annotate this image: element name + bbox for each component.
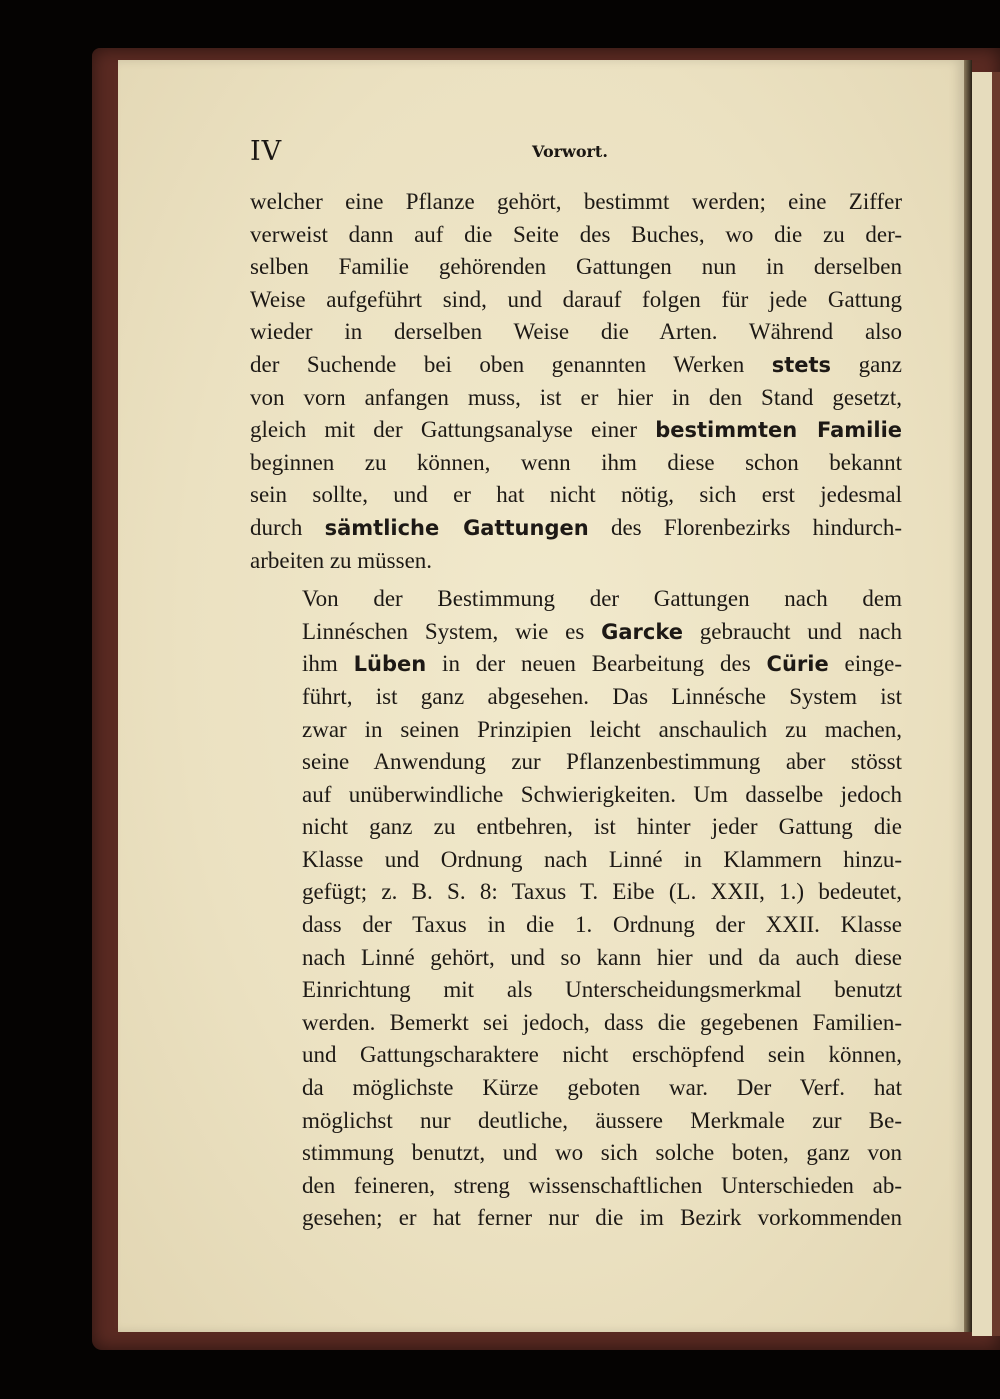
text-line: verweist dann auf die Seite des Buches, wo die zu der- bbox=[250, 221, 902, 247]
emphasis: Lüben bbox=[353, 652, 427, 677]
text-line: Einrichtung mit als Unterscheidungsmerkmal benutzt bbox=[302, 977, 902, 1003]
text-line: wieder in derselben Weise die Arten. Während also bbox=[250, 319, 902, 345]
running-head: Vorwort. bbox=[532, 142, 608, 161]
text-line: beginnen zu können, wenn ihm diese schon bekannt bbox=[250, 449, 902, 475]
text-line: von vorn anfangen muss, ist er hier in den Stand gesetzt, bbox=[250, 384, 902, 410]
text-line: Klasse und Ordnung nach Linné in Klammern hinzu- bbox=[302, 846, 902, 872]
text-line: auf unüberwindliche Schwierigkeiten. Um dasselbe jedoch bbox=[302, 781, 902, 807]
text-line: möglichst nur deutliche, äussere Merkmale zur Be- bbox=[302, 1107, 902, 1133]
paragraph-1 bbox=[250, 186, 902, 577]
emphasis: stets bbox=[771, 352, 832, 377]
text-line: arbeiten zu müssen. bbox=[250, 547, 433, 573]
emphasis: Garcke bbox=[601, 619, 683, 644]
text-line: dass der Taxus in die 1. Ordnung der XXII. Klasse bbox=[302, 912, 902, 938]
text-line: ihm Lüben in der neuen Bearbeitung des Cürie einge- bbox=[302, 651, 903, 677]
text-line: der Suchende bei oben genannten Werken stets ganz bbox=[250, 351, 902, 377]
text-line: durch sämtliche Gattungen des Florenbezirks hindurch- bbox=[250, 514, 902, 540]
text-line: welcher eine Pflanze gehört, bestimmt werden; eine Ziffer bbox=[250, 189, 902, 214]
facing-cover-edge bbox=[992, 72, 1000, 1336]
page-number: IV bbox=[250, 136, 283, 167]
emphasis: Cürie bbox=[766, 652, 829, 677]
text-line: sein sollte, und er hat nicht nötig, sich erst jedesmal bbox=[250, 482, 902, 508]
emphasis: sämtliche Gattungen bbox=[324, 515, 589, 540]
text-line: führt, ist ganz abgesehen. Das Linnésche System ist bbox=[302, 683, 902, 709]
text-line: Linnéschen System, wie es Garcke gebraucht und nach bbox=[302, 618, 902, 644]
emphasis: bestimmten Familie bbox=[655, 418, 903, 443]
text-line: werden. Bemerkt sei jedoch, dass die gegebenen Familien- bbox=[302, 1009, 902, 1035]
text-line: nicht ganz zu entbehren, ist hinter jeder Gattung die bbox=[302, 814, 902, 840]
page-header bbox=[250, 136, 902, 176]
text-line: seine Anwendung zur Pflanzenbestimmung aber stösst bbox=[302, 749, 902, 775]
text-line: Von der Bestimmung der Gattungen nach dem bbox=[302, 586, 902, 612]
text-line: den feineren, streng wissenschaftlichen Unterschieden ab- bbox=[302, 1172, 902, 1198]
text-line: da möglichste Kürze geboten war. Der Verf. hat bbox=[302, 1075, 902, 1101]
body-text bbox=[250, 186, 902, 1235]
text-line: nach Linné gehört, und so kann hier und da auch diese bbox=[302, 944, 902, 970]
paragraph-2 bbox=[250, 583, 902, 1235]
text-line: zwar in seinen Prinzipien leicht anschaulich zu machen, bbox=[302, 716, 902, 742]
text-line: Weise aufgeführt sind, und darauf folgen für jede Gattung bbox=[250, 286, 902, 312]
text-line: selben Familie gehörenden Gattungen nun in derselben bbox=[250, 254, 902, 280]
page-gutter bbox=[964, 60, 972, 1332]
text-line: gefügt; z. B. S. 8: Taxus T. Eibe (L. XXII, 1.) bedeutet, bbox=[302, 879, 902, 905]
text-line: gesehen; er hat ferner nur die im Bezirk vorkommenden bbox=[302, 1205, 902, 1231]
text-line: und Gattungscharaktere nicht erschöpfend sein können, bbox=[302, 1042, 902, 1068]
text-line: stimmung benutzt, und wo sich solche boten, ganz von bbox=[302, 1140, 902, 1166]
text-line: gleich mit der Gattungsanalyse einer bestimmten Familie bbox=[250, 417, 903, 443]
